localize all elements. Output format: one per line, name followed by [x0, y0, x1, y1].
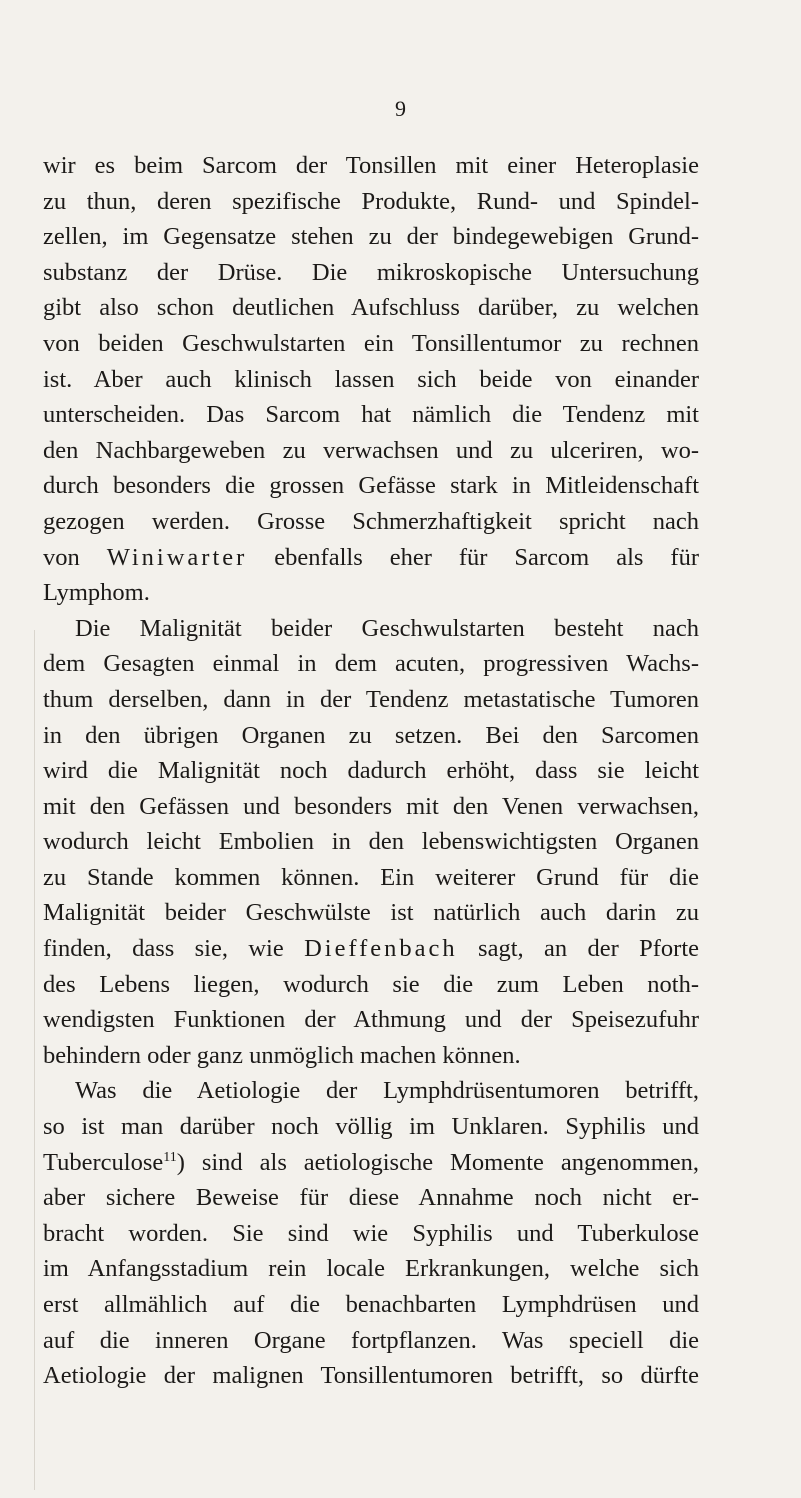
text-line: wendigsten Funktionen der Athmung und der Speisezufuhr: [43, 1006, 699, 1034]
text-line: wir es beim Sarcom der Tonsillen mit einer Heteroplasie: [43, 152, 699, 179]
author-name-dieffenbach: Dieffenbach: [304, 935, 458, 963]
text-segment: Tuberculose: [43, 1148, 164, 1176]
text-line: im Anfangsstadium rein locale Erkrankungen, welche sich: [43, 1255, 699, 1283]
paragraph-start-line: Was die Aetiologie der Lymphdrüsentumoren betrifft,: [75, 1077, 699, 1105]
text-line: Malignität beider Geschwülste ist natürlich auch darin zu: [43, 899, 699, 927]
text-line: zu thun, deren spezifische Produkte, Rund- und Spindel-: [43, 187, 699, 215]
text-line: substanz der Drüse. Die mikroskopische Untersuchung: [43, 258, 699, 286]
page-edge-shadow: [34, 630, 35, 1490]
body-text: [43, 148, 699, 1394]
text-line: dem Gesagten einmal in dem acuten, progressiven Wachs-: [43, 650, 699, 678]
text-line: von beiden Geschwulstarten ein Tonsillentumor zu rechnen: [43, 329, 699, 357]
text-line: durch besonders die grossen Gefässe stark in Mitleidenschaft: [43, 472, 699, 500]
text-line: des Lebens liegen, wodurch sie die zum Leben noth-: [43, 970, 699, 998]
text-line: erst allmählich auf die benachbarten Lymphdrüsen und: [43, 1291, 699, 1318]
text-line: Aetiologie der malignen Tonsillentumoren betrifft, so dürfte: [43, 1362, 699, 1390]
text-line: zellen, im Gegensatze stehen zu der bindegewebigen Grund-: [43, 223, 699, 251]
paragraph-end-line: behindern oder ganz unmöglich machen können.: [43, 1041, 521, 1069]
text-line: gibt also schon deutlichen Aufschluss darüber, zu welchen: [43, 294, 699, 322]
author-name-winiwarter: Winiwarter: [106, 543, 248, 571]
text-segment: ) sind als aetiologische Momente angenommen,: [176, 1148, 699, 1176]
text-line: [43, 1145, 699, 1181]
text-line: [43, 540, 699, 576]
text-line: wird die Malignität noch dadurch erhöht, dass sie leicht: [43, 757, 699, 785]
paragraph-start-line: Die Malignität beider Geschwulstarten besteht nach: [75, 614, 699, 642]
text-line: thum derselben, dann in der Tendenz metastatische Tumoren: [43, 685, 699, 713]
text-line: wodurch leicht Embolien in den lebenswichtigsten Organen: [43, 828, 699, 856]
text-line: aber sichere Beweise für diese Annahme noch nicht er-: [43, 1184, 699, 1212]
text-line: bracht worden. Sie sind wie Syphilis und Tuberkulose: [43, 1219, 699, 1247]
text-line: zu Stande kommen können. Ein weiterer Grund für die: [43, 863, 699, 891]
text-segment: von: [43, 543, 107, 571]
text-line: so ist man darüber noch völlig im Unklaren. Syphilis und: [43, 1113, 699, 1141]
text-segment: finden, dass sie, wie: [43, 935, 305, 963]
text-line: den Nachbargeweben zu verwachsen und zu ulceriren, wo-: [43, 436, 699, 464]
text-line: unterscheiden. Das Sarcom hat nämlich die Tendenz mit: [43, 401, 699, 429]
text-line: auf die inneren Organe fortpflanzen. Was speciell die: [43, 1326, 699, 1354]
footnote-reference: 11: [163, 1149, 177, 1165]
text-line: [43, 931, 699, 967]
page-number: 9: [395, 96, 406, 121]
text-segment: ebenfalls eher für Sarcom als für: [247, 543, 699, 571]
text-line: gezogen werden. Grosse Schmerzhaftigkeit spricht nach: [43, 507, 699, 535]
text-line: ist. Aber auch klinisch lassen sich beide von einander: [43, 365, 699, 393]
text-line: in den übrigen Organen zu setzen. Bei den Sarcomen: [43, 721, 699, 749]
text-line: mit den Gefässen und besonders mit den Venen verwachsen,: [43, 792, 699, 820]
paragraph-end-line: Lymphom.: [43, 579, 150, 607]
text-segment: sagt, an der Pforte: [457, 935, 699, 963]
